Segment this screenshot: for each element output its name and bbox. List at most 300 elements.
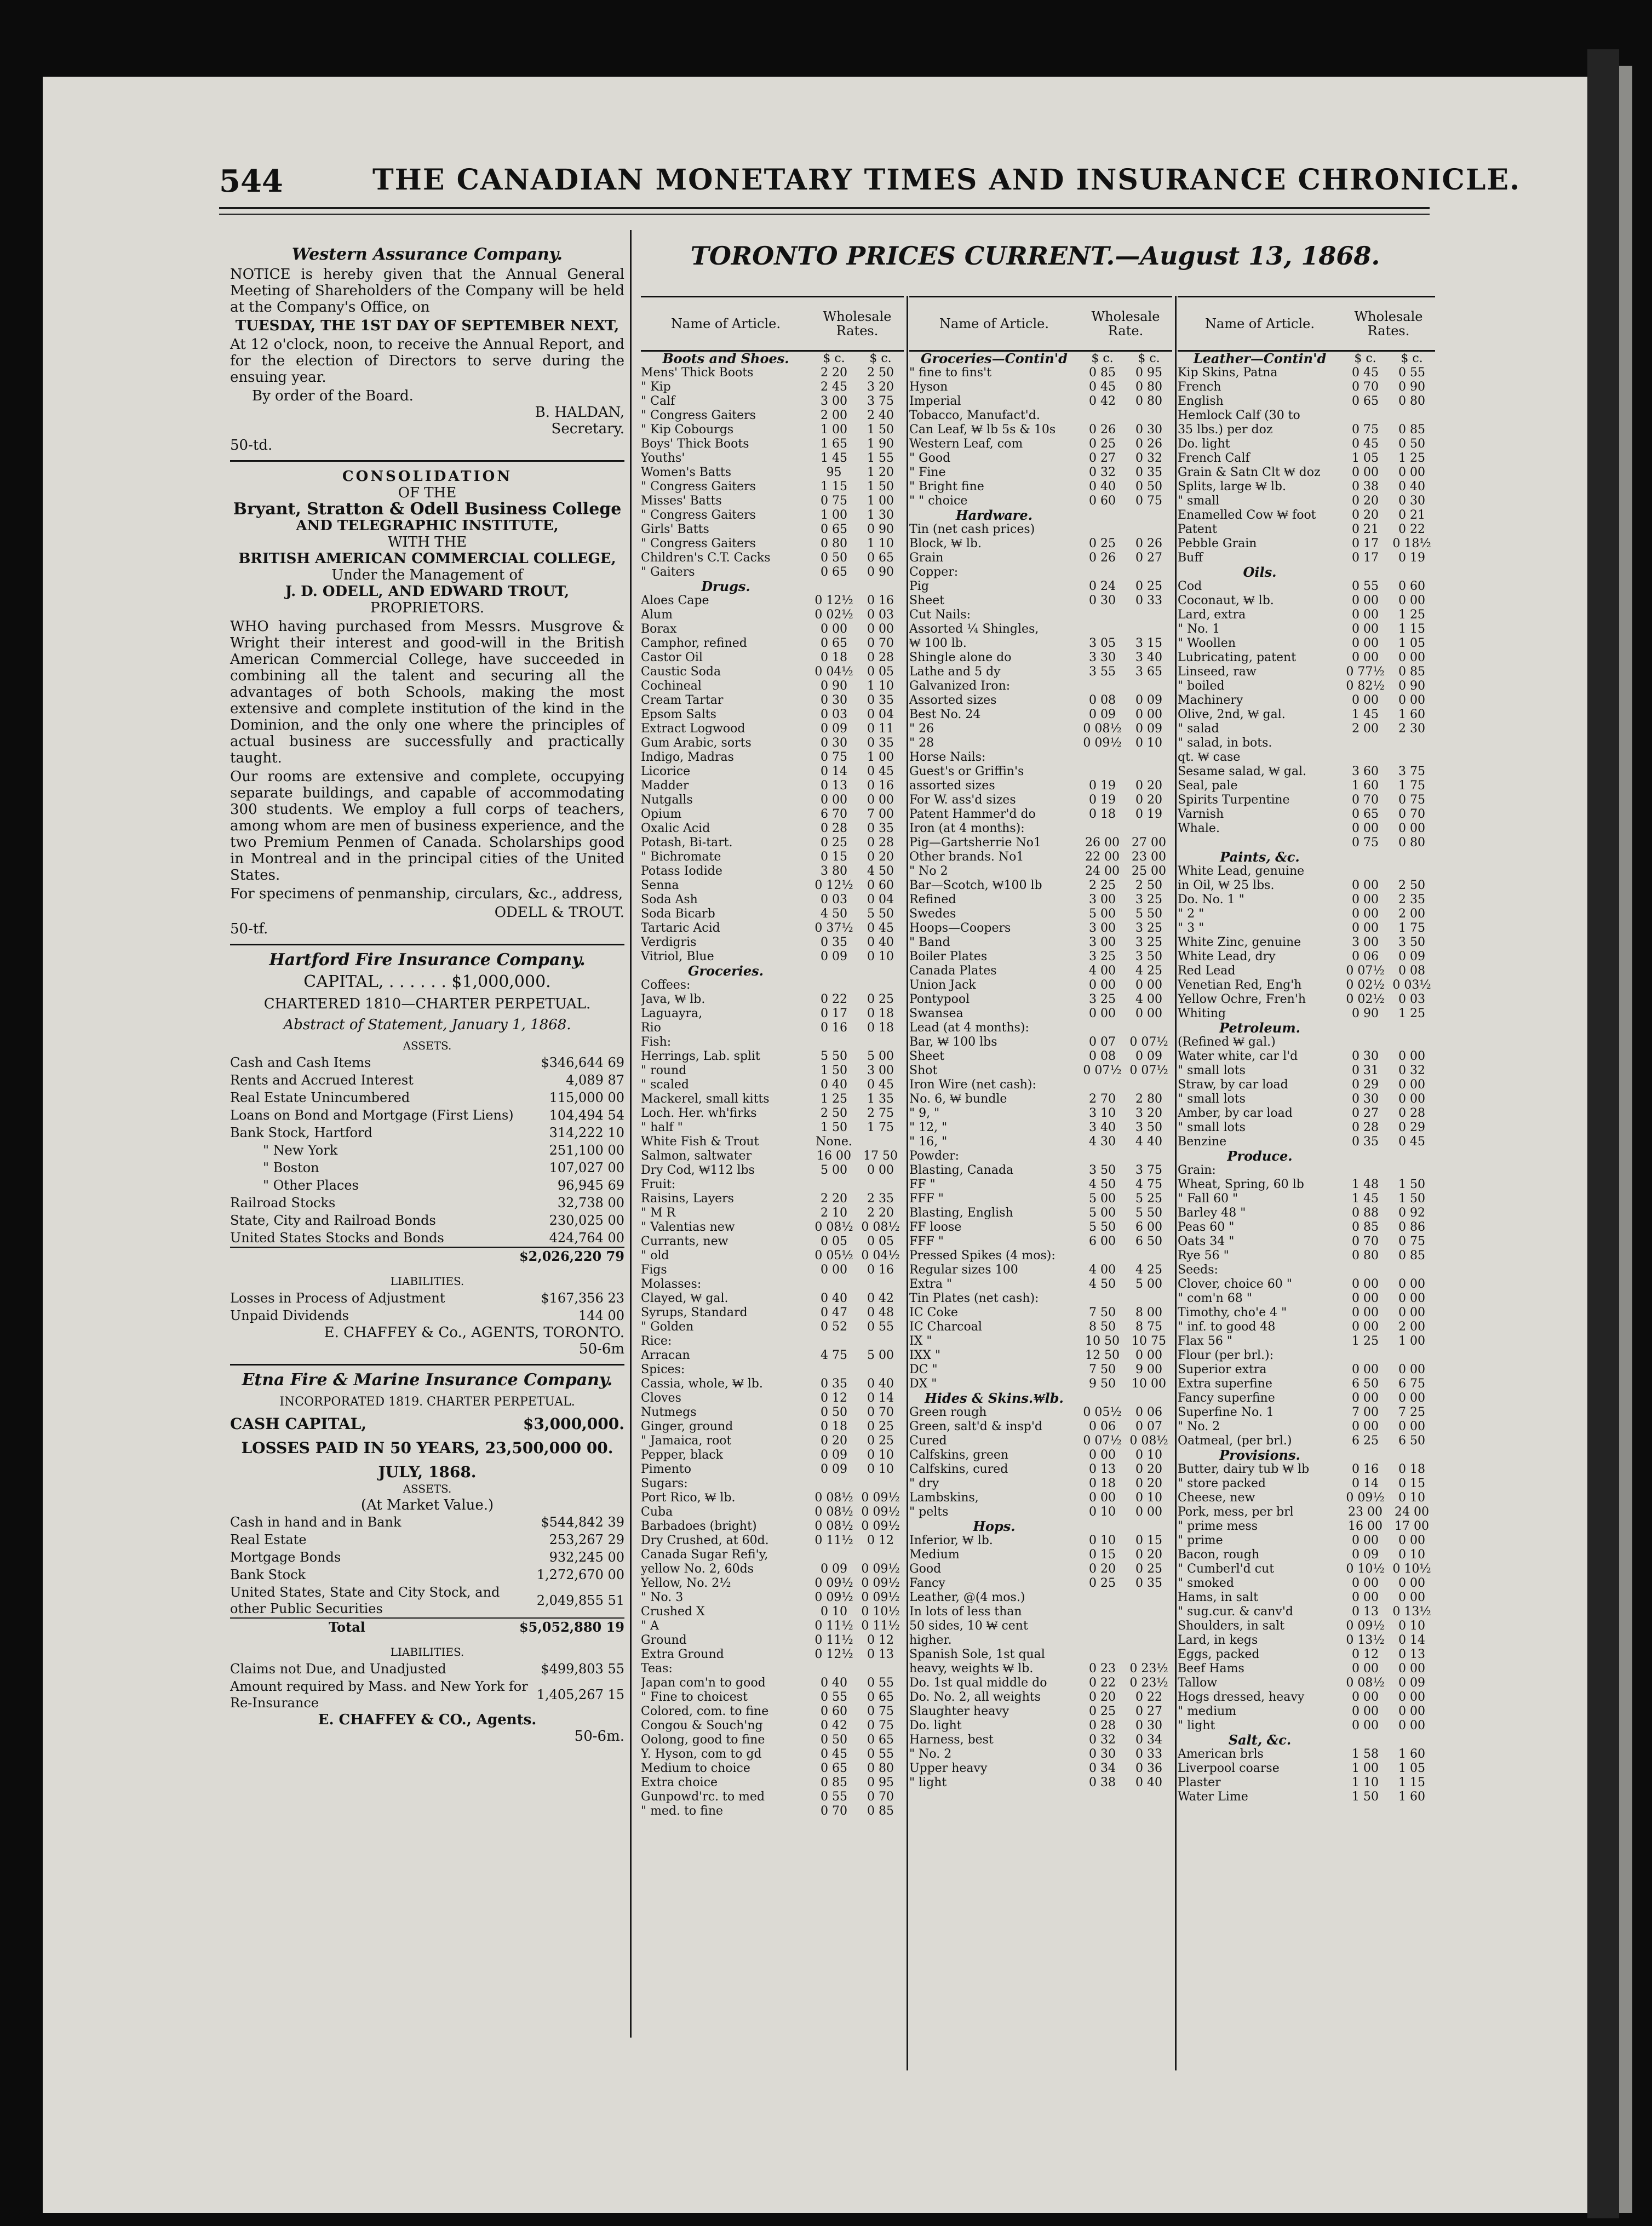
price-row bbox=[909, 779, 1172, 793]
rate-high: 0 10 bbox=[1398, 1548, 1425, 1562]
price-row bbox=[1178, 380, 1435, 394]
article-name: Spanish Sole, 1st qual bbox=[909, 1648, 1045, 1661]
rate-high: 0 48 bbox=[867, 1306, 894, 1319]
rate-high: 0 00 bbox=[1135, 978, 1162, 992]
rate-high: 0 15 bbox=[1398, 1477, 1425, 1490]
rate-high: 5 00 bbox=[1135, 1277, 1162, 1291]
rate-low: 1 50 bbox=[1352, 1790, 1379, 1804]
article-name: Groceries. bbox=[688, 964, 764, 978]
article-name: assorted sizes bbox=[909, 779, 995, 793]
rate-high: 0 00 bbox=[1398, 651, 1425, 664]
article-name: Figs bbox=[641, 1263, 667, 1277]
price-row bbox=[1178, 1676, 1435, 1690]
price-row bbox=[641, 409, 904, 423]
article-name: Congou & Souch'ng bbox=[641, 1719, 763, 1732]
rate-high: 0 45 bbox=[867, 921, 894, 935]
article-name: Arracan bbox=[641, 1349, 690, 1362]
rate-low bbox=[1079, 1078, 1126, 1092]
article-name: " Cumberl'd cut bbox=[1178, 1562, 1275, 1576]
rate-low: 0 10 bbox=[1089, 1534, 1116, 1547]
article-name: Slaughter heavy bbox=[909, 1705, 1009, 1718]
prices-current-title: TORONTO PRICES CURRENT.—August 13, 1868. bbox=[690, 241, 1380, 271]
rate-low bbox=[1079, 1633, 1126, 1648]
rate-high: 0 00 bbox=[1398, 1049, 1425, 1063]
article-name: Caustic Soda bbox=[641, 665, 721, 679]
price-row bbox=[909, 1633, 1172, 1648]
article-name: Laguayra, bbox=[641, 1007, 703, 1020]
article-name: " small lots bbox=[1178, 1064, 1246, 1077]
price-row bbox=[909, 594, 1172, 608]
price-row bbox=[1178, 1548, 1435, 1562]
rate-low: 3 40 bbox=[1089, 1121, 1116, 1134]
article-name: Mackerel, small kitts bbox=[641, 1092, 770, 1106]
rate-high: 0 07½ bbox=[1129, 1035, 1168, 1049]
price-row bbox=[1178, 722, 1435, 736]
rate-low: 0 02½ bbox=[1346, 992, 1385, 1006]
price-row bbox=[641, 523, 904, 537]
rate-high: 1 60 bbox=[1398, 708, 1425, 721]
price-rows bbox=[641, 352, 904, 1818]
article-name: Lard, extra bbox=[1178, 608, 1246, 622]
article-name: ₩ 100 lb. bbox=[909, 636, 967, 650]
liability-label: Unpaid Dividends bbox=[230, 1308, 349, 1323]
price-row bbox=[641, 1292, 904, 1306]
article-name: Extract Logwood bbox=[641, 722, 745, 736]
price-row bbox=[909, 836, 1172, 850]
rate-low: 0 00 bbox=[1352, 1277, 1379, 1291]
rate-low: 0 28 bbox=[821, 822, 847, 835]
price-row bbox=[909, 1420, 1172, 1434]
price-row bbox=[1178, 1790, 1435, 1804]
article-name: Pressed Spikes (4 mos): bbox=[909, 1249, 1056, 1263]
article-name: Japan com'n to good bbox=[641, 1676, 766, 1690]
price-row bbox=[1178, 750, 1435, 765]
article-name: Eggs, packed bbox=[1178, 1648, 1260, 1661]
article-name: Extra choice bbox=[641, 1776, 718, 1789]
rate-low bbox=[811, 1334, 857, 1349]
rate-high: 0 40 bbox=[867, 1377, 894, 1391]
price-row bbox=[909, 551, 1172, 565]
rate-high: 0 55 bbox=[867, 1747, 894, 1761]
article-name: Green, salt'd & insp'd bbox=[909, 1420, 1042, 1433]
rate-low: 0 00 bbox=[1352, 1306, 1379, 1319]
assets-heading: ASSETS. bbox=[403, 1039, 452, 1052]
rate-high: 0 75 bbox=[1135, 494, 1162, 508]
rate-high: 0 18 bbox=[1398, 1462, 1425, 1476]
price-row bbox=[909, 807, 1172, 822]
rate-high bbox=[1389, 1163, 1435, 1178]
publication-title: THE CANADIAN MONETARY TIMES AND INSURANCE CHRONICLE. bbox=[372, 163, 1521, 197]
price-row bbox=[641, 765, 904, 779]
article-name: White Lead, dry bbox=[1178, 950, 1276, 963]
rate-high: 5 50 bbox=[1135, 907, 1162, 921]
article-name: Benzine bbox=[1178, 1135, 1227, 1149]
price-row bbox=[1178, 1719, 1435, 1733]
table-row bbox=[230, 1071, 624, 1089]
article-name: Nutgalls bbox=[641, 793, 693, 807]
rate-high bbox=[857, 1277, 904, 1292]
price-row bbox=[909, 1762, 1172, 1776]
rate-low bbox=[1079, 765, 1126, 779]
article-name: Blasting, Canada bbox=[909, 1163, 1014, 1177]
rate-low: 0 50 bbox=[821, 1733, 847, 1747]
rate-low: 0 08½ bbox=[814, 1491, 853, 1505]
rate-high: 1 05 bbox=[1398, 636, 1425, 650]
rate-high: 0 07½ bbox=[1129, 1064, 1168, 1077]
rate-low: 0 05½ bbox=[1083, 1405, 1122, 1419]
rate-low: 3 05 bbox=[1089, 636, 1116, 650]
price-row bbox=[641, 1349, 904, 1363]
article-name: American brls bbox=[1178, 1747, 1264, 1761]
rate-high: 10 00 bbox=[1132, 1377, 1166, 1391]
article-name: " A bbox=[641, 1619, 659, 1633]
article-name: Raisins, Layers bbox=[641, 1192, 734, 1206]
price-row bbox=[641, 1078, 904, 1092]
rate-high: 0 26 bbox=[1135, 537, 1162, 550]
rate-high: 0 09½ bbox=[861, 1491, 900, 1505]
table-row bbox=[230, 1548, 624, 1566]
article-name: " old bbox=[641, 1249, 669, 1263]
rate-low: 8 50 bbox=[1089, 1320, 1116, 1334]
price-row bbox=[1178, 992, 1435, 1007]
rate-high: 0 00 bbox=[1398, 1292, 1425, 1305]
rate-low: 0 60 bbox=[1089, 494, 1116, 508]
price-row bbox=[1178, 765, 1435, 779]
article-name: Hemlock Calf (30 to bbox=[1178, 409, 1300, 422]
table-row bbox=[230, 1229, 624, 1247]
etna-liabilities-table bbox=[230, 1660, 624, 1712]
rate-high: 0 20 bbox=[1135, 1477, 1162, 1490]
price-row bbox=[641, 722, 904, 736]
rate-high: 17 00 bbox=[1395, 1519, 1429, 1533]
article-name: Amber, by car load bbox=[1178, 1106, 1293, 1120]
rate-low: 0 00 bbox=[1352, 594, 1379, 607]
article-name: " Woollen bbox=[1178, 636, 1236, 650]
article-name: White Zinc, genuine bbox=[1178, 936, 1301, 949]
price-row bbox=[641, 893, 904, 907]
article-name: Pebble Grain bbox=[1178, 537, 1257, 550]
article-name: Madder bbox=[641, 779, 689, 793]
rate-low bbox=[1342, 1263, 1389, 1277]
article-name: Girls' Batts bbox=[641, 523, 709, 536]
etna-date: JULY, 1868. bbox=[378, 1463, 477, 1481]
rate-low: 6 25 bbox=[1352, 1434, 1379, 1448]
table-row bbox=[230, 1177, 624, 1194]
article-name: Whiting bbox=[1178, 1007, 1226, 1020]
rate-low: 0 75 bbox=[1352, 423, 1379, 437]
article-name: Grain bbox=[909, 551, 944, 565]
rate-high: 3 40 bbox=[1135, 651, 1162, 664]
rate-high: 0 25 bbox=[867, 1420, 894, 1433]
article-name: Molasses: bbox=[641, 1277, 702, 1291]
rate-low: 1 00 bbox=[821, 508, 847, 522]
rate-high: 0 90 bbox=[1398, 679, 1425, 693]
article-name: Do. light bbox=[909, 1719, 962, 1732]
rate-low: 1 25 bbox=[821, 1092, 847, 1106]
price-row bbox=[909, 523, 1172, 537]
rate-high: 0 09½ bbox=[861, 1576, 900, 1590]
price-row bbox=[1178, 1434, 1435, 1448]
rate-low: 1 45 bbox=[1352, 708, 1379, 721]
price-row bbox=[909, 1206, 1172, 1220]
rate-high: 4 40 bbox=[1135, 1135, 1162, 1149]
rate-low: 0 15 bbox=[821, 850, 847, 864]
article-name: Horse Nails: bbox=[909, 750, 986, 764]
rate-high: 0 27 bbox=[1135, 551, 1162, 565]
article-name: Java, ₩ lb. bbox=[641, 992, 705, 1006]
rate-low: 0 30 bbox=[1089, 594, 1116, 607]
rate-high bbox=[1126, 523, 1172, 537]
price-row bbox=[1178, 907, 1435, 921]
name-header: Name of Article. bbox=[671, 316, 781, 331]
rate-low: 0 12½ bbox=[814, 1648, 853, 1661]
article-name: Children's C.T. Cacks bbox=[641, 551, 771, 565]
price-row bbox=[641, 1263, 904, 1277]
price-row bbox=[1178, 1320, 1435, 1334]
article-name: Clayed, ₩ gal. bbox=[641, 1292, 729, 1305]
rate-low: 0 00 bbox=[1352, 921, 1379, 935]
article-name: Hams, in salt bbox=[1178, 1591, 1258, 1604]
price-row bbox=[1178, 1149, 1435, 1163]
price-row bbox=[909, 466, 1172, 480]
rate-high: 0 55 bbox=[867, 1676, 894, 1690]
rate-high: 0 33 bbox=[1135, 1747, 1162, 1761]
rate-low: 1 60 bbox=[1352, 779, 1379, 793]
article-name: " 12, " bbox=[909, 1121, 948, 1134]
rate-high: 0 65 bbox=[867, 551, 894, 565]
rate-low: 0 11½ bbox=[814, 1619, 853, 1633]
rate-high bbox=[1126, 1633, 1172, 1648]
rate-low: 0 05 bbox=[821, 1235, 847, 1248]
rate-high: 0 60 bbox=[1398, 580, 1425, 593]
article-name: Patent Hammer'd do bbox=[909, 807, 1036, 821]
cash-capital-value: $3,000,000. bbox=[523, 1415, 624, 1433]
rate-low: 0 00 bbox=[1352, 1690, 1379, 1704]
rate-low: 0 00 bbox=[1352, 1591, 1379, 1604]
notice-text: NOTICE is hereby given that the Annual General Meeting of Shareholders of the Company will be held at the Company's Office, on bbox=[230, 266, 624, 315]
rate-low: 0 47 bbox=[821, 1306, 847, 1319]
rate-low: 1 50 bbox=[821, 1064, 847, 1077]
rate-high bbox=[857, 1548, 904, 1562]
rate-high: 0 80 bbox=[1135, 394, 1162, 408]
rate-low: 3 30 bbox=[1089, 651, 1116, 664]
rate-high: 0 09 bbox=[1135, 1049, 1162, 1063]
price-row bbox=[909, 750, 1172, 765]
liability-value: $499,803 55 bbox=[541, 1661, 624, 1677]
price-row bbox=[641, 1035, 904, 1049]
rate-low bbox=[1079, 1249, 1126, 1263]
rate-low: 0 32 bbox=[1089, 1733, 1116, 1747]
rate-low: 0 70 bbox=[1352, 1235, 1379, 1248]
rate-low: 0 20 bbox=[821, 1434, 847, 1448]
rate-high bbox=[857, 964, 904, 978]
rate-low: 2 20 bbox=[821, 1192, 847, 1206]
rate-low bbox=[1079, 679, 1126, 693]
rate-high: 0 10 bbox=[867, 950, 894, 963]
price-row bbox=[909, 1576, 1172, 1591]
rate-high: 5 00 bbox=[867, 1349, 894, 1362]
article-name: " Kip bbox=[641, 380, 671, 394]
rate-low: 0 26 bbox=[1089, 423, 1116, 437]
rate-low: 9 50 bbox=[1089, 1377, 1116, 1391]
cash-capital-label: CASH CAPITAL, bbox=[230, 1415, 367, 1433]
cash-capital-line bbox=[230, 1416, 624, 1432]
price-row bbox=[641, 736, 904, 750]
rate-low: 0 30 bbox=[1352, 1092, 1379, 1106]
rate-high: $ c. bbox=[869, 352, 892, 365]
article-name: (Refined ₩ gal.) bbox=[1178, 1035, 1276, 1049]
price-row bbox=[641, 1235, 904, 1249]
rate-high: 2 35 bbox=[867, 1192, 894, 1206]
article-name: " 3 " bbox=[1178, 921, 1204, 935]
rate-low: 0 00 bbox=[1352, 1662, 1379, 1676]
rate-low: 4 00 bbox=[1089, 1263, 1116, 1277]
article-name: Senna bbox=[641, 879, 679, 892]
price-row bbox=[641, 992, 904, 1007]
rate-low: 0 50 bbox=[821, 1405, 847, 1419]
rate-low: 0 16 bbox=[1352, 1462, 1379, 1476]
article-name: Canada Sugar Refi'y, bbox=[641, 1548, 768, 1562]
price-row bbox=[641, 665, 904, 679]
price-row bbox=[909, 1277, 1172, 1292]
rate-high: 0 30 bbox=[1135, 1719, 1162, 1732]
article-name: Cream Tartar bbox=[641, 693, 724, 707]
rate-high: 0 40 bbox=[867, 936, 894, 949]
rate-low: 1 50 bbox=[821, 1121, 847, 1134]
rate-high: 0 22 bbox=[1398, 523, 1425, 536]
article-name: Patent bbox=[1178, 523, 1217, 536]
article-name: Good bbox=[909, 1562, 942, 1576]
rate-low bbox=[1079, 565, 1126, 580]
price-row bbox=[909, 936, 1172, 950]
rate-low: 0 00 bbox=[1352, 693, 1379, 707]
rate-low bbox=[811, 1548, 857, 1562]
rate-high: 0 10½ bbox=[861, 1605, 900, 1619]
table-row bbox=[230, 1513, 624, 1531]
price-row bbox=[1178, 679, 1435, 693]
rate-high: 2 75 bbox=[867, 1106, 894, 1120]
total-label: Total bbox=[230, 1618, 519, 1636]
price-row bbox=[909, 622, 1172, 636]
rate-high: 0 09½ bbox=[861, 1505, 900, 1519]
rate-low: 0 00 bbox=[1352, 466, 1379, 479]
rate-high: 0 03 bbox=[1398, 992, 1425, 1006]
rate-low: 16 00 bbox=[1348, 1519, 1383, 1533]
rate-low: 0 31 bbox=[1352, 1064, 1379, 1077]
article-name: Yellow, No. 2½ bbox=[641, 1576, 731, 1590]
liability-label: Amount required by Mass. and New York for Re-Insurance bbox=[230, 1679, 528, 1711]
article-name: " light bbox=[1178, 1719, 1215, 1732]
rate-high: 0 26 bbox=[1135, 437, 1162, 451]
price-row bbox=[1178, 1007, 1435, 1021]
rate-low: 0 77½ bbox=[1346, 665, 1385, 679]
rate-high: 1 15 bbox=[1398, 622, 1425, 636]
price-row bbox=[1178, 807, 1435, 822]
price-row bbox=[641, 693, 904, 708]
price-row bbox=[641, 864, 904, 879]
article-name: Yellow Ochre, Fren'h bbox=[1178, 992, 1306, 1006]
order-line: By order of the Board. bbox=[252, 388, 414, 404]
rate-low: 1 65 bbox=[821, 437, 847, 451]
article-name: Pimento bbox=[641, 1462, 691, 1476]
asset-label: " New York bbox=[263, 1143, 338, 1158]
rate-high: 0 35 bbox=[867, 736, 894, 750]
article-name: Western Leaf, com bbox=[909, 437, 1023, 451]
price-row bbox=[1178, 1121, 1435, 1135]
rate-low: 0 22 bbox=[821, 992, 847, 1006]
rate-high bbox=[1389, 1263, 1435, 1277]
price-row bbox=[641, 651, 904, 665]
hartford-advert bbox=[230, 952, 624, 1357]
article-name: FFF " bbox=[909, 1235, 944, 1248]
rate-high bbox=[1389, 409, 1435, 423]
rate-high: 0 20 bbox=[867, 850, 894, 864]
rate-low: $ c. bbox=[1354, 352, 1376, 365]
rate-high: 0 00 bbox=[1398, 466, 1425, 479]
rate-low bbox=[1079, 508, 1126, 523]
article-name: " light bbox=[909, 1776, 947, 1789]
rate-low bbox=[1342, 750, 1389, 765]
article-name: Galvanized Iron: bbox=[909, 679, 1011, 693]
price-row bbox=[1178, 1762, 1435, 1776]
price-row bbox=[641, 1206, 904, 1220]
rate-low: 5 00 bbox=[821, 1163, 847, 1177]
assets-heading: ASSETS. bbox=[403, 1482, 452, 1495]
rate-high: 0 00 bbox=[1398, 1576, 1425, 1590]
article-name: Misses' Batts bbox=[641, 494, 722, 508]
article-name: White Fish & Trout bbox=[641, 1135, 759, 1149]
price-row bbox=[909, 1334, 1172, 1349]
price-row bbox=[909, 1776, 1172, 1790]
rate-high: 0 10 bbox=[867, 1462, 894, 1476]
rate-high: 1 55 bbox=[867, 451, 894, 465]
rate-high bbox=[1389, 1349, 1435, 1363]
rate-high: 3 50 bbox=[1135, 950, 1162, 963]
asset-label: Rents and Accrued Interest bbox=[230, 1072, 414, 1088]
rate-high: 3 00 bbox=[867, 1064, 894, 1077]
rate-low: 0 14 bbox=[821, 765, 847, 778]
article-name: Kip Skins, Patna bbox=[1178, 366, 1278, 380]
asset-value: 96,945 69 bbox=[557, 1178, 624, 1193]
price-row bbox=[1178, 1220, 1435, 1235]
college-text-3: For specimens of penmanship, circulars, &c., address, bbox=[230, 886, 623, 902]
rate-low: 2 25 bbox=[1089, 879, 1116, 892]
price-row bbox=[641, 907, 904, 921]
column-header bbox=[641, 296, 904, 352]
notice-text-2: At 12 o'clock, noon, to receive the Annual Report, and for the election of Directors to serve during the ensuing year. bbox=[230, 336, 624, 386]
rate-low: 0 09½ bbox=[1083, 736, 1122, 750]
price-row bbox=[1178, 1605, 1435, 1619]
article-name: Venetian Red, Eng'h bbox=[1178, 978, 1302, 992]
assets-total: $2,026,220 79 bbox=[518, 1247, 624, 1265]
header-rule-2 bbox=[219, 214, 1430, 215]
rate-low: 0 00 bbox=[821, 622, 847, 636]
college-l7: Under the Management of bbox=[331, 567, 523, 583]
article-name: Petroleum. bbox=[1219, 1021, 1300, 1035]
article-name: Borax bbox=[641, 622, 677, 636]
price-row bbox=[1178, 1562, 1435, 1576]
price-row bbox=[641, 850, 904, 864]
rate-low bbox=[1079, 1519, 1126, 1534]
rate-high: 0 80 bbox=[1135, 380, 1162, 394]
rate-low: 1 45 bbox=[821, 451, 847, 465]
article-name: DC " bbox=[909, 1363, 938, 1376]
rate-low: 0 08 bbox=[1089, 693, 1116, 707]
rate-low: 0 27 bbox=[1352, 1106, 1379, 1120]
rate-high bbox=[1126, 679, 1172, 693]
price-row bbox=[909, 879, 1172, 893]
article-name: " Band bbox=[909, 936, 950, 949]
